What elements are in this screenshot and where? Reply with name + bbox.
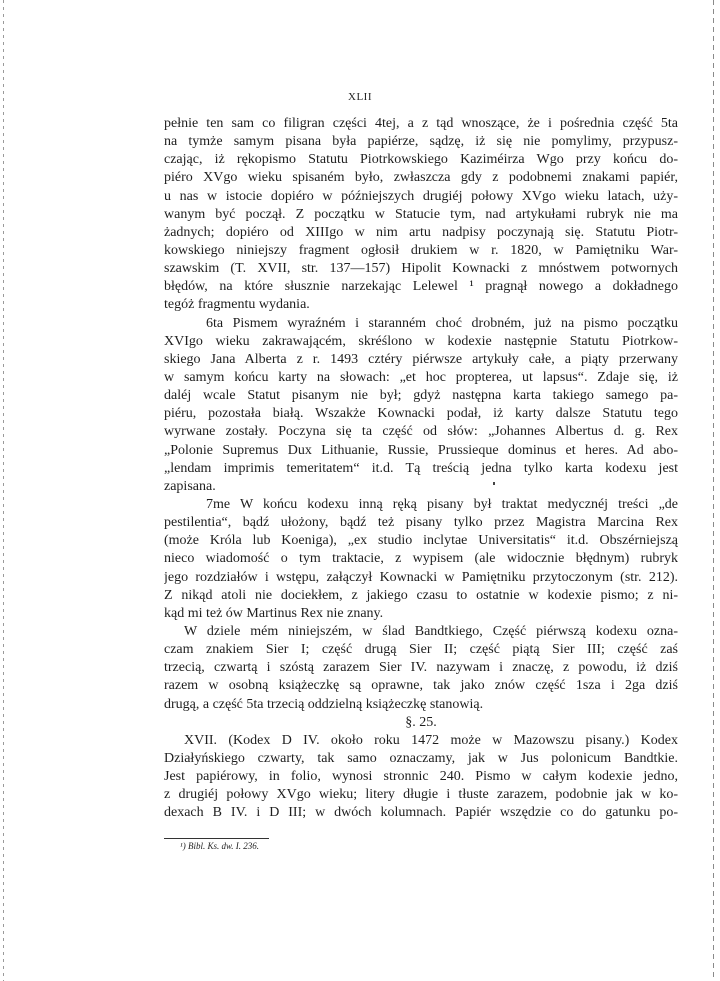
text-line: piéru, pozostała białą. Wszakże Kownacki podał, iż karty dalsze Statutu tego [164,406,678,422]
text-line: pełnie ten sam co filigran części 4tej, a z tąd wnoszące, że i pośrednia część 5ta [164,116,678,131]
text-line: na tymże samym pisana była papiérze, sądzę, iż się nie pomylimy, przypusz- [164,134,678,150]
text-line: „lendam imprimis temeritatem“ it.d. Tą treścią jedna tylko karta kodexu jest [164,460,678,476]
text-line: błędów, na które słusznie narzekając Lelewel ¹ pragnął nowego a dokładnego [164,279,678,295]
text-line: „Polonie Supremus Dux Lithuanie, Russie, Prussieque dominus et heres. Ad abo- [164,442,678,458]
text-line: Działyńskiego czwarty, tak samo oznaczamy, jak w Jus polonicum Bandtkie. [164,750,678,766]
scan-right-edge [713,0,714,981]
text-line: XVIgo wieku zakrawającém, skréślono w kodexie następnie Statutu Piotrkow- [164,333,678,349]
text-line: skiego Jana Alberta z r. 1493 cztéry piérwsze artykuły całe, a piąty przerwany [164,351,678,367]
text-line: pestilentia“, bądź ułożony, bądź też pisany tylko przez Magistra Marcina Rex [164,515,678,531]
text-line: trzecią, czwartą i szóstą zarazem Sier IV. nazywam i znaczę, z powodu, iż dziś [164,660,678,676]
text-line: drugą, a część 5ta trzecią oddzielną książeczkę stanowią. [164,696,484,712]
text-line: wyrwane zostały. Poczyna się ta część od słów: „Johannes Albertus d. g. Rex [164,424,678,440]
text-line: kowskiego niniejszy fragment ogłosił drukiem w r. 1820, w Pamiętniku War- [164,242,678,258]
text-line: daléj wcale Statut pisanym nie był; gdyż następna karta takiego samego pa- [164,388,678,404]
text-line: tegóż fragmentu wydania. [164,297,310,313]
text-line: 6ta Pismem wyraźném i staranném choć drobném, już na pismo początku [206,315,678,331]
text-line: jego rozdziałów i wstępu, załączył Kownacki w Pamiętniku przytoczonym (str. 212). [164,569,678,585]
text-line: z drugiéj połowy XVgo wieku; litery długie i tłuste zarazem, podobnie jak w ko- [164,787,678,803]
text-line: piéro XVgo wieku spisaném było, zwłaszcza gdy z podobnemi znakami papiér, [164,170,678,186]
text-line: Z nikąd atoli nie dociekłem, z jakiego czasu to ostatnie w kodexie pismo; z ni- [164,587,678,603]
text-line: wanym być począł. Z początku w Statucie tym, nad artykułami rubryk nie ma [164,206,678,222]
text-line: w samym końcu karty na słowach: „et hoc propterea, ut lapsus“. Zdaje się, iż [164,369,678,385]
text-line: u nas w istocie dopiéro w późniejszych drugiéj połowy XVgo wieku latach, uży- [164,188,678,204]
text-line: dexach B IV. i D III; w dwóch kolumnach. Papiér wszędzie co do gatunku po- [164,805,678,821]
text-line: żadnych; dopiéro od XIIIgo w nim artu nadpisy poczynają się. Statutu Piotr- [164,224,678,240]
text-line: razem w osobną książeczkę są oprawne, tak jako znów część 1sza i 2ga dziś [164,678,678,694]
section-heading: §. 25. [405,714,437,730]
text-line: czam znakiem Sier I; część drugą Sier II; część piątą Sier III; część zaś [164,642,678,658]
footnote-rule [164,838,269,839]
text-line: kąd mi też ów Martinus Rex nie znany. [164,605,384,621]
text-line: W dziele mém niniejszém, w ślad Bandtkiego, Część piérwszą kodexu ozna- [184,623,678,639]
text-line: Jest papiérowy, in folio, wynosi stronnic 240. Pismo w całym kodexie jedno, [164,769,678,785]
body-text [164,115,678,822]
text-line: czając, iż rękopismo Statutu Piotrkowskiego Kaziméirza Wgo przy końcu do- [164,152,678,168]
text-line: XVII. (Kodex D IV. około roku 1472 może w Mazowszu pisany.) Kodex [184,732,678,748]
scan-left-edge [3,0,4,981]
text-line: szawskim (T. XVII, str. 137—157) Hipolit Kownacki z mnóstwem potwornych [164,261,678,277]
text-line: zapisana. [164,478,216,494]
text-line: (może Króla lub Koeniga), „ex studio inclytae Universitatis“ it.d. Obszérniejszą [164,533,678,549]
text-line: 7me W końcu kodexu inną ręką pisany był traktat medycznéj treści „de [206,496,678,512]
text-line: nieco wiadomość o tym traktacie, z wypisem (ale widocznie błędnym) rubryk [164,551,678,567]
page-number: XLII [348,91,372,103]
footnote: ¹) Bibl. Ks. dw. I. 236. [180,841,260,851]
